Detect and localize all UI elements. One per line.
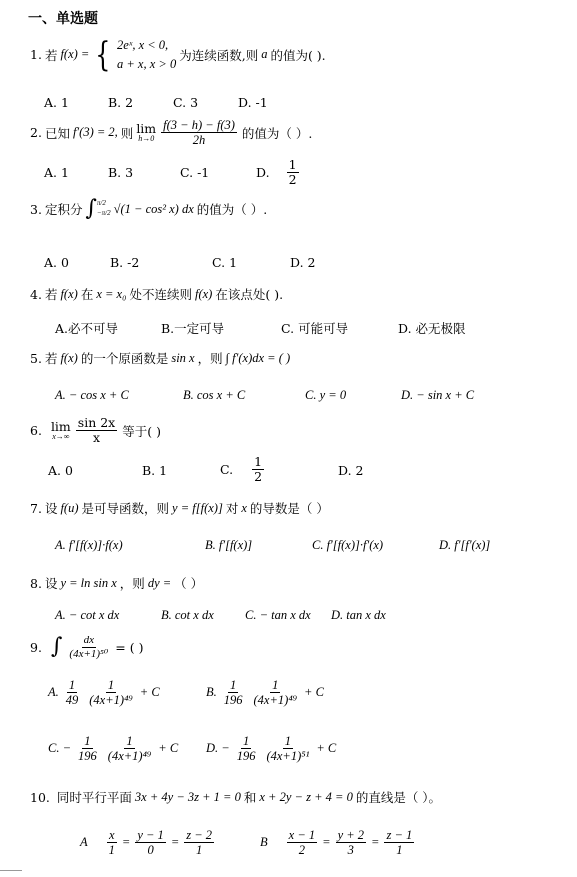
question-number: 9. — [30, 639, 42, 655]
option-a[interactable]: A. − cot x dx — [55, 608, 120, 622]
option-a[interactable]: A. f′[f(x)]·f(x) — [55, 538, 123, 552]
fraction: $\frac{dx}{\text{(4x+1)⁵⁰}}$ — [69, 634, 109, 660]
option-c[interactable]: C. − $\frac{1}{196}$ $\frac{1}{\text{(4x+1)⁴⁹}}$ + C — [48, 734, 179, 764]
question-6: 6. lim x→∞ $\frac{\sin 2x}{x}$ 等于( ) — [30, 415, 161, 446]
option-a[interactable]: A. − cos x + C — [55, 388, 129, 402]
option-a[interactable]: A. 1 — [44, 165, 69, 180]
question-4: 4. 若 f(x) 在 x = x₀ 处不连续则 f(x) 在该点处( ). — [30, 286, 284, 302]
question-2: 2. 已知 f′(3) = 2, 则 lim h→0 $\frac{f(3 - h) - f(3)}{2h}$ 的值为（ ）. — [30, 118, 313, 148]
option-a[interactable]: A. $\frac{1}{49}$ $\frac{1}{\text{(4x+1)⁴⁹}}$ + C — [48, 678, 160, 708]
option-d[interactable]: D. f′[f′(x)] — [439, 538, 491, 552]
option-d[interactable]: D. − sin x + C — [401, 388, 475, 402]
option-a[interactable]: A $\frac{x}{1}$ = $\frac{y - 1}{0}$ = $\frac{z - 2}{1}$ — [80, 828, 213, 858]
option-c[interactable]: C. y = 0 — [305, 388, 347, 402]
option-c[interactable]: C. 3 — [173, 95, 199, 110]
section-title: 一、单选题 — [28, 11, 98, 27]
question-number: 5. — [30, 350, 42, 366]
option-c[interactable]: C. f′[f(x)]·f′(x) — [312, 538, 384, 552]
question-3: 3. 定积分 ∫ π/2 −π/2 √(1 − cos² x) dx 的值为（ ）. — [30, 196, 268, 221]
question-number: 10. — [30, 789, 50, 805]
question-5: 5. 若 f(x) 的一个原函数是 sin x ，则 ∫ f′(x)dx = ( ) — [30, 350, 291, 366]
option-c[interactable]: C. -1 — [180, 165, 210, 180]
question-number: 4. — [30, 286, 42, 302]
option-c[interactable]: C. $\frac{1}{2}$ — [220, 454, 263, 485]
question-number: 7. — [30, 500, 42, 516]
question-9: 9. ∫ $\frac{dx}{\text{(4x+1)⁵⁰}}$ = ( ) — [30, 634, 144, 660]
question-number: 2. — [30, 125, 42, 141]
option-a[interactable]: A. 1 — [44, 95, 69, 110]
question-8: 8. 设 y = ln sin x ，则 dy = （ ） — [30, 575, 204, 591]
question-1: 1. 若 f(x) = { 2eˣ, x < 0, a + x, x > 0 为连续函数,则 a 的值为( ). — [30, 34, 326, 75]
option-d[interactable]: D. − $\frac{1}{196}$ $\frac{1}{\text{(4x+1)⁵¹}}$ + C — [206, 734, 337, 764]
option-d[interactable]: D. 2 — [290, 255, 316, 270]
option-a[interactable]: A. 0 — [44, 255, 69, 270]
integral-icon: ∫ — [85, 196, 97, 221]
option-a[interactable]: A.必不可导 — [55, 321, 119, 336]
option-d[interactable]: D. tan x dx — [331, 608, 386, 622]
option-d[interactable]: D. 2 — [338, 463, 364, 478]
option-b[interactable]: B. 1 — [142, 463, 168, 478]
question-number: 6. — [30, 423, 42, 439]
option-b[interactable]: B. f′[f(x)] — [205, 538, 253, 552]
option-d[interactable]: D. 必无极限 — [398, 321, 466, 336]
option-b[interactable]: B. $\frac{1}{196}$ $\frac{1}{\text{(4x+1)⁴⁹}}$ + C — [206, 678, 324, 708]
fraction: $\frac{f(3 - h) - f(3)}{2h}$ — [163, 118, 235, 148]
question-number: 1. — [30, 47, 42, 63]
divider — [0, 870, 22, 871]
question-number: 3. — [30, 201, 42, 217]
question-10: 10. 同时平行平面 3x + 4y − 3z + 1 = 0 和 x + 2y − z + 4 = 0 的直线是（ ）。 — [30, 789, 442, 805]
option-b[interactable]: B.一定可导 — [161, 321, 225, 336]
option-c[interactable]: C. − tan x dx — [245, 608, 311, 622]
option-b[interactable]: B. cot x dx — [161, 608, 214, 622]
option-c[interactable]: C. 1 — [212, 255, 238, 270]
option-b[interactable]: B $\frac{x - 1}{2}$ = $\frac{y + 2}{3}$ = $\frac{z - 1}{1}$ — [260, 828, 413, 858]
option-c[interactable]: C. 可能可导 — [281, 321, 349, 336]
option-a[interactable]: A. 0 — [48, 463, 73, 478]
option-b[interactable]: B. -2 — [110, 255, 140, 270]
integral-icon: ∫ — [50, 634, 63, 660]
fraction: $\frac{\sin 2x}{x}$ — [77, 415, 116, 446]
option-d[interactable]: D. $\frac{1}{2}$ — [256, 157, 297, 188]
option-b[interactable]: B. cos x + C — [183, 388, 246, 402]
question-7: 7. 设 f(u) 是可导函数，则 y = f[f(x)] 对 x 的导数是（ ） — [30, 500, 329, 516]
option-b[interactable]: B. 3 — [108, 165, 134, 180]
left-brace-icon: { — [95, 34, 111, 75]
option-b[interactable]: B. 2 — [108, 95, 134, 110]
question-number: 8. — [30, 575, 42, 591]
option-d[interactable]: D. -1 — [238, 95, 268, 110]
